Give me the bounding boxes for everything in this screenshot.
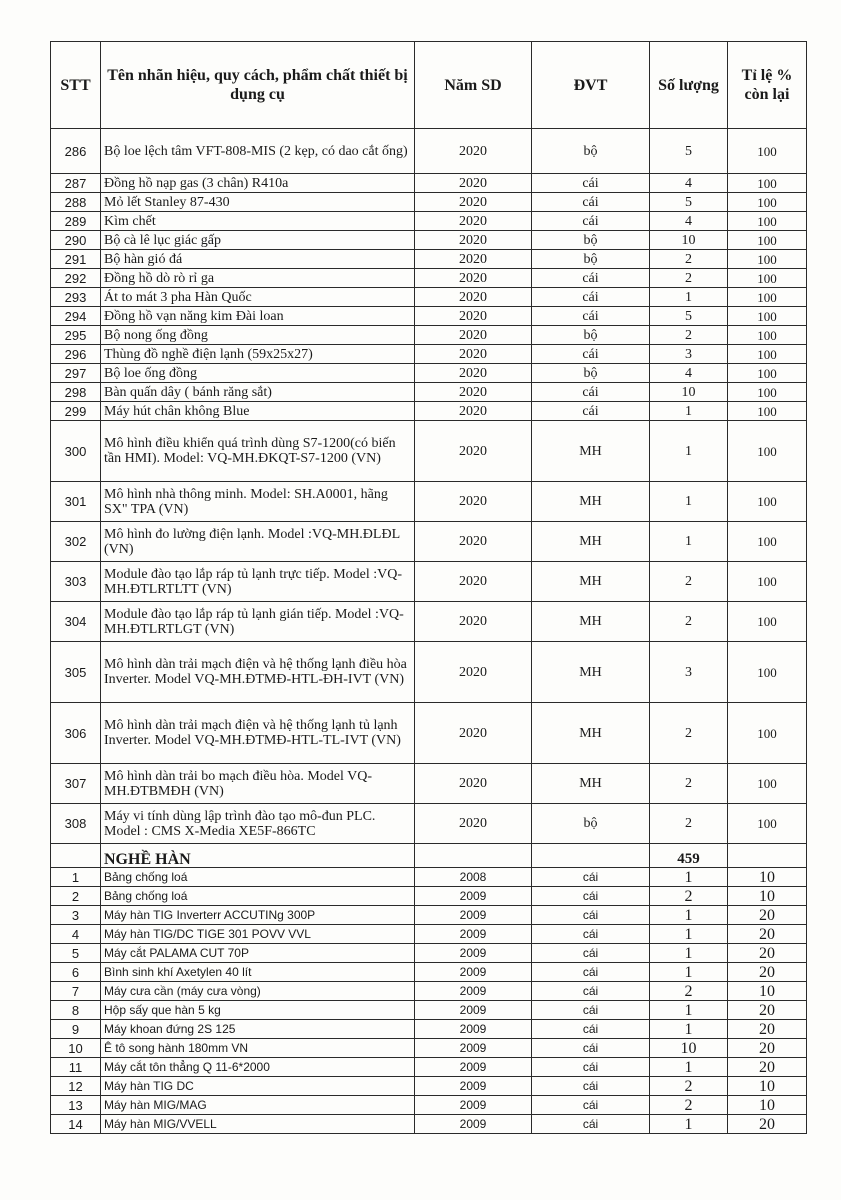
row-unit: cái <box>532 1020 650 1039</box>
row-stt: 10 <box>51 1039 101 1058</box>
table-row <box>51 868 807 887</box>
row-qty: 1 <box>650 944 728 963</box>
row-qty: 2 <box>650 326 728 345</box>
header-pct: Tỉ lệ % còn lại <box>728 42 807 129</box>
row-stt: 299 <box>51 402 101 421</box>
row-qty: 5 <box>650 193 728 212</box>
row-stt: 303 <box>51 562 101 602</box>
row-unit: bộ <box>532 804 650 844</box>
row-unit: cái <box>532 1096 650 1115</box>
row-year: 2020 <box>415 804 532 844</box>
table-row <box>51 129 807 174</box>
table-row <box>51 421 807 482</box>
row-name: Mô hình dàn trải mạch điện và hệ thống lạnh tủ lạnh Inverter. Model VQ-MH.ĐTMĐ-HTL-TL-IVT (VN) <box>101 703 415 764</box>
row-pct: 100 <box>728 231 807 250</box>
row-name: Bộ hàn gió đá <box>101 250 415 269</box>
row-unit: cái <box>532 887 650 906</box>
row-qty: 2 <box>650 250 728 269</box>
row-year: 2009 <box>415 887 532 906</box>
table-row <box>51 345 807 364</box>
row-stt: 13 <box>51 1096 101 1115</box>
row-qty: 2 <box>650 1096 728 1115</box>
row-stt: 298 <box>51 383 101 402</box>
header-qty: Số lượng <box>650 42 728 129</box>
table-row <box>51 944 807 963</box>
row-pct: 100 <box>728 193 807 212</box>
row-year: 2020 <box>415 522 532 562</box>
row-pct: 10 <box>728 887 807 906</box>
row-stt: 2 <box>51 887 101 906</box>
row-year: 2020 <box>415 402 532 421</box>
table-row <box>51 1096 807 1115</box>
row-year: 2020 <box>415 193 532 212</box>
row-qty: 1 <box>650 421 728 482</box>
row-stt: 288 <box>51 193 101 212</box>
row-name: Máy cắt PALAMA CUT 70P <box>101 944 415 963</box>
row-name: Bộ loe lệch tâm VFT-808-MIS (2 kẹp, có dao cắt ống) <box>101 129 415 174</box>
row-unit: cái <box>532 307 650 326</box>
row-year: 2020 <box>415 326 532 345</box>
row-pct: 100 <box>728 269 807 288</box>
row-unit: MH <box>532 421 650 482</box>
row-name: Bảng chống loá <box>101 868 415 887</box>
row-qty: 1 <box>650 522 728 562</box>
row-stt: 7 <box>51 982 101 1001</box>
row-unit: MH <box>532 764 650 804</box>
table-row <box>51 326 807 345</box>
row-pct: 100 <box>728 602 807 642</box>
table-row <box>51 364 807 383</box>
row-pct: 20 <box>728 1058 807 1077</box>
row-stt: 11 <box>51 1058 101 1077</box>
row-pct: 100 <box>728 345 807 364</box>
table-row <box>51 269 807 288</box>
row-unit: cái <box>532 944 650 963</box>
row-stt: 1 <box>51 868 101 887</box>
row-name: Máy hàn TIG/DC TIGE 301 POVV VVL <box>101 925 415 944</box>
row-name: Bảng chống loá <box>101 887 415 906</box>
row-year: 2009 <box>415 906 532 925</box>
row-year: 2020 <box>415 562 532 602</box>
row-qty: 1 <box>650 1115 728 1134</box>
row-stt: 308 <box>51 804 101 844</box>
row-name: Module đào tạo lắp ráp tủ lạnh gián tiếp. Model :VQ-MH.ĐTLRTLGT (VN) <box>101 602 415 642</box>
row-qty: 2 <box>650 764 728 804</box>
table-row <box>51 562 807 602</box>
table-row <box>51 1077 807 1096</box>
row-qty: 459 <box>650 844 728 868</box>
row-pct <box>728 844 807 868</box>
row-year: 2020 <box>415 231 532 250</box>
row-pct: 20 <box>728 1020 807 1039</box>
row-qty: 5 <box>650 129 728 174</box>
row-qty: 1 <box>650 402 728 421</box>
row-unit: bộ <box>532 326 650 345</box>
header-year: Năm SD <box>415 42 532 129</box>
row-pct: 10 <box>728 1077 807 1096</box>
row-name: Mô hình đo lường điện lạnh. Model :VQ-MH.ĐLĐL (VN) <box>101 522 415 562</box>
row-pct: 10 <box>728 982 807 1001</box>
row-stt: 297 <box>51 364 101 383</box>
row-stt: 300 <box>51 421 101 482</box>
table-row <box>51 250 807 269</box>
row-name: Bộ cà lê lục giác gấp <box>101 231 415 250</box>
row-year: 2020 <box>415 703 532 764</box>
row-name: Đồng hồ dò rò rỉ ga <box>101 269 415 288</box>
row-stt <box>51 844 101 868</box>
row-stt: 304 <box>51 602 101 642</box>
row-qty: 1 <box>650 482 728 522</box>
row-name: Mỏ lết Stanley 87-430 <box>101 193 415 212</box>
row-qty: 3 <box>650 345 728 364</box>
table-row <box>51 1001 807 1020</box>
row-qty: 2 <box>650 602 728 642</box>
row-year: 2020 <box>415 764 532 804</box>
row-year: 2009 <box>415 1096 532 1115</box>
row-qty: 2 <box>650 562 728 602</box>
row-name: Mô hình nhà thông minh. Model: SH.A0001, hãng SX" TPA (VN) <box>101 482 415 522</box>
row-pct: 100 <box>728 764 807 804</box>
row-qty: 2 <box>650 269 728 288</box>
row-pct: 100 <box>728 326 807 345</box>
row-year: 2020 <box>415 421 532 482</box>
row-year: 2020 <box>415 212 532 231</box>
row-name: Máy vi tính dùng lập trình đào tạo mô-đun PLC. Model : CMS X-Media XE5F-866TC <box>101 804 415 844</box>
table-row <box>51 642 807 703</box>
row-pct: 100 <box>728 522 807 562</box>
row-pct: 100 <box>728 174 807 193</box>
row-unit: cái <box>532 906 650 925</box>
row-name: NGHỀ HÀN <box>101 844 415 868</box>
row-qty: 4 <box>650 212 728 231</box>
row-year <box>415 844 532 868</box>
row-name: Bình sinh khí Axetylen 40 lít <box>101 963 415 982</box>
row-stt: 8 <box>51 1001 101 1020</box>
row-stt: 301 <box>51 482 101 522</box>
row-pct: 20 <box>728 906 807 925</box>
row-unit: cái <box>532 1001 650 1020</box>
row-name: Máy cắt tôn thẳng Q 11-6*2000 <box>101 1058 415 1077</box>
row-unit: MH <box>532 642 650 703</box>
row-qty: 1 <box>650 1001 728 1020</box>
row-qty: 1 <box>650 925 728 944</box>
row-name: Kìm chết <box>101 212 415 231</box>
table-row <box>51 844 807 868</box>
row-year: 2009 <box>415 1039 532 1058</box>
row-unit: cái <box>532 1058 650 1077</box>
table-row <box>51 906 807 925</box>
row-unit: cái <box>532 982 650 1001</box>
row-unit: cái <box>532 963 650 982</box>
row-unit: cái <box>532 868 650 887</box>
row-stt: 293 <box>51 288 101 307</box>
row-pct: 100 <box>728 288 807 307</box>
table-body <box>51 129 807 1134</box>
row-year: 2020 <box>415 602 532 642</box>
row-pct: 100 <box>728 364 807 383</box>
row-pct: 100 <box>728 307 807 326</box>
row-name: Máy hàn TIG Inverterr ACCUTINg 300P <box>101 906 415 925</box>
row-pct: 100 <box>728 129 807 174</box>
row-pct: 100 <box>728 642 807 703</box>
row-pct: 100 <box>728 421 807 482</box>
row-year: 2020 <box>415 364 532 383</box>
table-row <box>51 522 807 562</box>
row-stt: 296 <box>51 345 101 364</box>
row-qty: 1 <box>650 1058 728 1077</box>
row-name: Át to mát 3 pha Hàn Quốc <box>101 288 415 307</box>
row-year: 2020 <box>415 345 532 364</box>
row-unit: cái <box>532 1039 650 1058</box>
row-unit: cái <box>532 1115 650 1134</box>
row-year: 2020 <box>415 383 532 402</box>
row-year: 2020 <box>415 250 532 269</box>
row-stt: 290 <box>51 231 101 250</box>
row-name: Bộ nong ống đồng <box>101 326 415 345</box>
row-qty: 3 <box>650 642 728 703</box>
row-year: 2009 <box>415 982 532 1001</box>
table-row <box>51 482 807 522</box>
row-stt: 287 <box>51 174 101 193</box>
row-year: 2009 <box>415 925 532 944</box>
row-unit: cái <box>532 345 650 364</box>
table-row <box>51 963 807 982</box>
row-unit: MH <box>532 482 650 522</box>
row-name: Mô hình điều khiển quá trình dùng S7-1200(có biến tần HMI). Model: VQ-MH.ĐKQT-S7-1200 (VN) <box>101 421 415 482</box>
table-row <box>51 307 807 326</box>
row-stt: 306 <box>51 703 101 764</box>
row-unit: cái <box>532 383 650 402</box>
row-name: Đồng hồ vạn năng kim Đài loan <box>101 307 415 326</box>
table-row <box>51 402 807 421</box>
header-unit: ĐVT <box>532 42 650 129</box>
row-year: 2009 <box>415 944 532 963</box>
table-row <box>51 174 807 193</box>
row-name: Bàn quấn dây ( bánh răng sắt) <box>101 383 415 402</box>
table-row <box>51 804 807 844</box>
row-qty: 1 <box>650 1020 728 1039</box>
row-year: 2020 <box>415 174 532 193</box>
row-year: 2020 <box>415 307 532 326</box>
row-qty: 2 <box>650 804 728 844</box>
row-unit: cái <box>532 193 650 212</box>
row-unit: MH <box>532 522 650 562</box>
row-unit: cái <box>532 402 650 421</box>
row-unit: cái <box>532 1077 650 1096</box>
row-year: 2020 <box>415 269 532 288</box>
row-stt: 305 <box>51 642 101 703</box>
row-pct: 20 <box>728 1039 807 1058</box>
row-year: 2009 <box>415 1001 532 1020</box>
row-unit: bộ <box>532 364 650 383</box>
table-row <box>51 925 807 944</box>
row-name: Mô hình dàn trải bo mạch điều hòa. Model VQ-MH.ĐTBMĐH (VN) <box>101 764 415 804</box>
row-stt: 9 <box>51 1020 101 1039</box>
row-unit <box>532 844 650 868</box>
row-stt: 307 <box>51 764 101 804</box>
table-row <box>51 982 807 1001</box>
row-name: Mô hình dàn trải mạch điện và hệ thống lạnh điều hòa Inverter. Model VQ-MH.ĐTMĐ-HTL-ĐH-IVT (VN) <box>101 642 415 703</box>
row-stt: 291 <box>51 250 101 269</box>
row-stt: 302 <box>51 522 101 562</box>
row-qty: 10 <box>650 231 728 250</box>
row-unit: cái <box>532 288 650 307</box>
row-name: Module đào tạo lắp ráp tủ lạnh trực tiếp. Model :VQ-MH.ĐTLRTLTT (VN) <box>101 562 415 602</box>
row-year: 2020 <box>415 482 532 522</box>
row-stt: 292 <box>51 269 101 288</box>
row-year: 2009 <box>415 1020 532 1039</box>
row-pct: 100 <box>728 383 807 402</box>
row-unit: MH <box>532 562 650 602</box>
row-stt: 289 <box>51 212 101 231</box>
row-qty: 4 <box>650 174 728 193</box>
row-pct: 20 <box>728 1115 807 1134</box>
row-name: Đồng hồ nạp gas (3 chân) R410a <box>101 174 415 193</box>
row-name: Bộ loe ống đồng <box>101 364 415 383</box>
table-row <box>51 1058 807 1077</box>
row-name: Máy khoan đứng 2S 125 <box>101 1020 415 1039</box>
row-name: Thùng đồ nghề điện lạnh (59x25x27) <box>101 345 415 364</box>
row-year: 2009 <box>415 1058 532 1077</box>
row-name: Máy hàn TIG DC <box>101 1077 415 1096</box>
row-pct: 20 <box>728 944 807 963</box>
row-unit: bộ <box>532 250 650 269</box>
table-row <box>51 703 807 764</box>
row-year: 2020 <box>415 642 532 703</box>
row-year: 2009 <box>415 1115 532 1134</box>
table-row <box>51 602 807 642</box>
table-row <box>51 1020 807 1039</box>
row-pct: 20 <box>728 1001 807 1020</box>
row-pct: 100 <box>728 804 807 844</box>
row-qty: 2 <box>650 703 728 764</box>
row-qty: 5 <box>650 307 728 326</box>
row-name: Máy hút chân không Blue <box>101 402 415 421</box>
row-pct: 20 <box>728 963 807 982</box>
row-pct: 10 <box>728 868 807 887</box>
header-name: Tên nhãn hiệu, quy cách, phẩm chất thiết bị dụng cụ <box>101 42 415 129</box>
row-unit: bộ <box>532 129 650 174</box>
row-qty: 4 <box>650 364 728 383</box>
row-pct: 100 <box>728 703 807 764</box>
row-year: 2020 <box>415 288 532 307</box>
table-row <box>51 764 807 804</box>
row-unit: cái <box>532 925 650 944</box>
header-row <box>51 42 807 129</box>
row-name: Máy hàn MIG/VVELL <box>101 1115 415 1134</box>
table-row <box>51 193 807 212</box>
equipment-table <box>50 41 807 1134</box>
row-year: 2009 <box>415 1077 532 1096</box>
row-stt: 4 <box>51 925 101 944</box>
row-pct: 100 <box>728 482 807 522</box>
row-qty: 10 <box>650 1039 728 1058</box>
row-unit: bộ <box>532 231 650 250</box>
row-year: 2020 <box>415 129 532 174</box>
row-qty: 1 <box>650 868 728 887</box>
row-pct: 10 <box>728 1096 807 1115</box>
row-qty: 10 <box>650 383 728 402</box>
row-stt: 5 <box>51 944 101 963</box>
row-pct: 100 <box>728 402 807 421</box>
row-stt: 6 <box>51 963 101 982</box>
table-row <box>51 383 807 402</box>
table-row <box>51 288 807 307</box>
header-stt: STT <box>51 42 101 129</box>
row-unit: cái <box>532 212 650 231</box>
row-stt: 286 <box>51 129 101 174</box>
row-stt: 14 <box>51 1115 101 1134</box>
row-pct: 100 <box>728 212 807 231</box>
row-name: Máy hàn MIG/MAG <box>101 1096 415 1115</box>
row-year: 2009 <box>415 963 532 982</box>
row-unit: MH <box>532 602 650 642</box>
row-pct: 20 <box>728 925 807 944</box>
row-name: Máy cưa cần (máy cưa vòng) <box>101 982 415 1001</box>
row-unit: MH <box>532 703 650 764</box>
row-qty: 2 <box>650 887 728 906</box>
row-name: Ê tô song hành 180mm VN <box>101 1039 415 1058</box>
row-pct: 100 <box>728 562 807 602</box>
table-row <box>51 1039 807 1058</box>
table-row <box>51 887 807 906</box>
row-unit: cái <box>532 269 650 288</box>
row-qty: 1 <box>650 288 728 307</box>
row-qty: 2 <box>650 982 728 1001</box>
table-row <box>51 231 807 250</box>
row-pct: 100 <box>728 250 807 269</box>
row-stt: 3 <box>51 906 101 925</box>
row-unit: cái <box>532 174 650 193</box>
table-row <box>51 212 807 231</box>
row-year: 2008 <box>415 868 532 887</box>
row-qty: 1 <box>650 906 728 925</box>
row-name: Hộp sấy que hàn 5 kg <box>101 1001 415 1020</box>
table-row <box>51 1115 807 1134</box>
row-qty: 1 <box>650 963 728 982</box>
row-stt: 295 <box>51 326 101 345</box>
row-stt: 294 <box>51 307 101 326</box>
row-stt: 12 <box>51 1077 101 1096</box>
row-qty: 2 <box>650 1077 728 1096</box>
